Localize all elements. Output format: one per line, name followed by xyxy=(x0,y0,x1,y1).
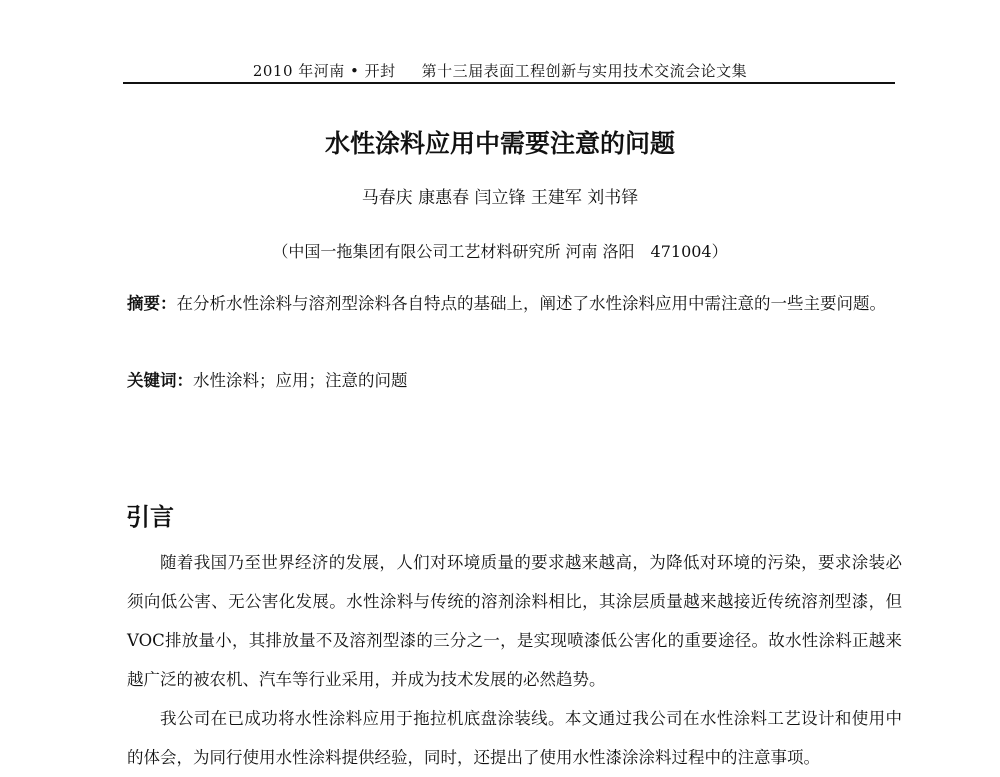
running-header-right: 第十三届表面工程创新与实用技术交流会论文集 xyxy=(421,62,748,80)
abstract-label: 摘要： xyxy=(127,294,177,313)
abstract xyxy=(127,283,897,325)
paper-title: 水性涂料应用中需要注意的问题 xyxy=(324,129,675,158)
section-body xyxy=(127,543,902,777)
keywords xyxy=(127,367,897,395)
keywords-text: 水性涂料；应用；注意的问题 xyxy=(193,371,408,390)
running-header-left: 2010 年河南 • 开封 xyxy=(252,62,396,80)
paper-affiliation: （中国一拖集团有限公司工艺材料研究所 河南 洛阳 471004） xyxy=(272,242,728,261)
header-rule xyxy=(123,82,895,84)
body-paragraph-1: 随着我国乃至世界经济的发展，人们对环境质量的要求越来越高，为降低对环境的污染，要求涂装必须向低公害、无公害化发展。水性涂料与传统的溶剂涂料相比，其涂层质量越来越接近传统溶剂型漆，但VOC排放量小，其排放量不及溶剂型漆的三分之一，是实现喷漆低公害化的重要途径。故水性涂料正越来越广泛的被农机、汽车等行业采用，并成为技术发展的必然趋势。 xyxy=(127,553,902,689)
body-paragraph-2: 我公司在已成功将水性涂料应用于拖拉机底盘涂装线。本文通过我公司在水性涂料工艺设计和使用中的体会，为同行使用水性涂料提供经验，同时，还提出了使用水性漆涂涂料过程中的注意事项。 xyxy=(127,709,902,767)
abstract-text: 在分析水性涂料与溶剂型涂料各自特点的基础上，阐述了水性涂料应用中需注意的一些主要问题。 xyxy=(176,294,886,313)
section-heading: 引言 xyxy=(126,502,174,531)
paper-authors: 马春庆 康惠春 闫立锋 王建军 刘书铎 xyxy=(361,188,639,208)
keywords-label: 关键词： xyxy=(127,371,193,390)
running-header xyxy=(0,60,1000,81)
